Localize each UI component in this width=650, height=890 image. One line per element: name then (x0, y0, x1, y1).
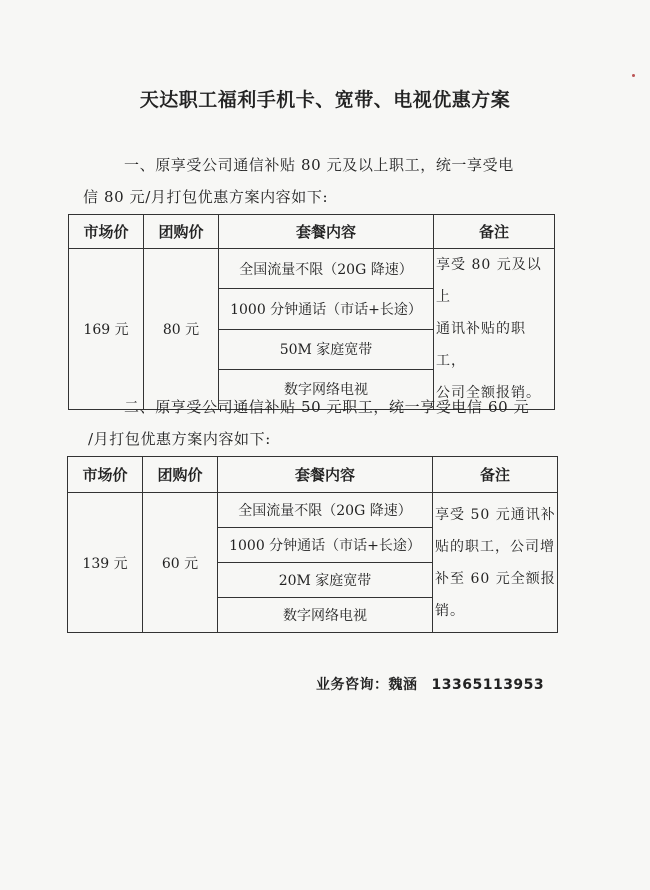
package-item: 20M 家庭宽带 (218, 563, 433, 598)
package-item: 50M 家庭宽带 (219, 329, 434, 369)
header-package-content: 套餐内容 (218, 457, 433, 493)
package-item: 1000 分钟通话（市话+长途） (219, 289, 434, 329)
header-notes: 备注 (433, 457, 558, 493)
header-package-content: 套餐内容 (219, 215, 434, 249)
group-price-cell: 80 元 (144, 249, 219, 410)
note-line: 销。 (435, 602, 465, 619)
group-price-cell: 60 元 (143, 493, 218, 633)
table-header-row (68, 457, 558, 493)
market-price-cell: 169 元 (69, 249, 144, 410)
package-item: 数字网络电视 (219, 369, 434, 409)
contact-line (316, 674, 544, 694)
package-item: 数字网络电视 (218, 598, 433, 633)
note-line: 享受 80 元及以上 (436, 257, 542, 305)
market-price-cell: 139 元 (68, 493, 143, 633)
table-row (69, 249, 555, 289)
plan-table-2 (67, 456, 558, 633)
section2-intro-line1: 二、原享受公司通信补贴 50 元职工，统一享受电信 60 元 (124, 398, 530, 416)
contact-phone: 13365113953 (431, 677, 545, 693)
header-group-price: 团购价 (144, 215, 219, 249)
note-line: 贴的职工，公司增 (435, 538, 555, 555)
section1-intro-line2: 信 80 元/月打包优惠方案内容如下: (83, 188, 329, 206)
package-item: 全国流量不限（20G 降速） (219, 249, 434, 289)
note-line: 公司全额报销。 (436, 385, 541, 401)
notes-cell (434, 249, 555, 410)
scan-speck (632, 74, 635, 77)
table-row (68, 493, 558, 528)
note-line: 享受 50 元通讯补 (435, 506, 556, 523)
section1-intro-line1: 一、原享受公司通信补贴 80 元及以上职工，统一享受电 (124, 156, 514, 174)
package-item: 1000 分钟通话（市话+长途） (218, 528, 433, 563)
table-header-row (69, 215, 555, 249)
section2-intro-line2: /月打包优惠方案内容如下: (88, 430, 271, 448)
package-item: 全国流量不限（20G 降速） (218, 493, 433, 528)
contact-label: 业务咨询：魏涵 (316, 677, 418, 693)
header-group-price: 团购价 (143, 457, 218, 493)
notes-cell (433, 493, 558, 633)
header-notes: 备注 (434, 215, 555, 249)
note-line: 通讯补贴的职工， (436, 321, 526, 369)
plan-table-1 (68, 214, 555, 410)
note-line: 补至 60 元全额报 (435, 570, 556, 587)
document-title: 天达职工福利手机卡、宽带、电视优惠方案 (139, 89, 511, 111)
header-market-price: 市场价 (68, 457, 143, 493)
header-market-price: 市场价 (69, 215, 144, 249)
